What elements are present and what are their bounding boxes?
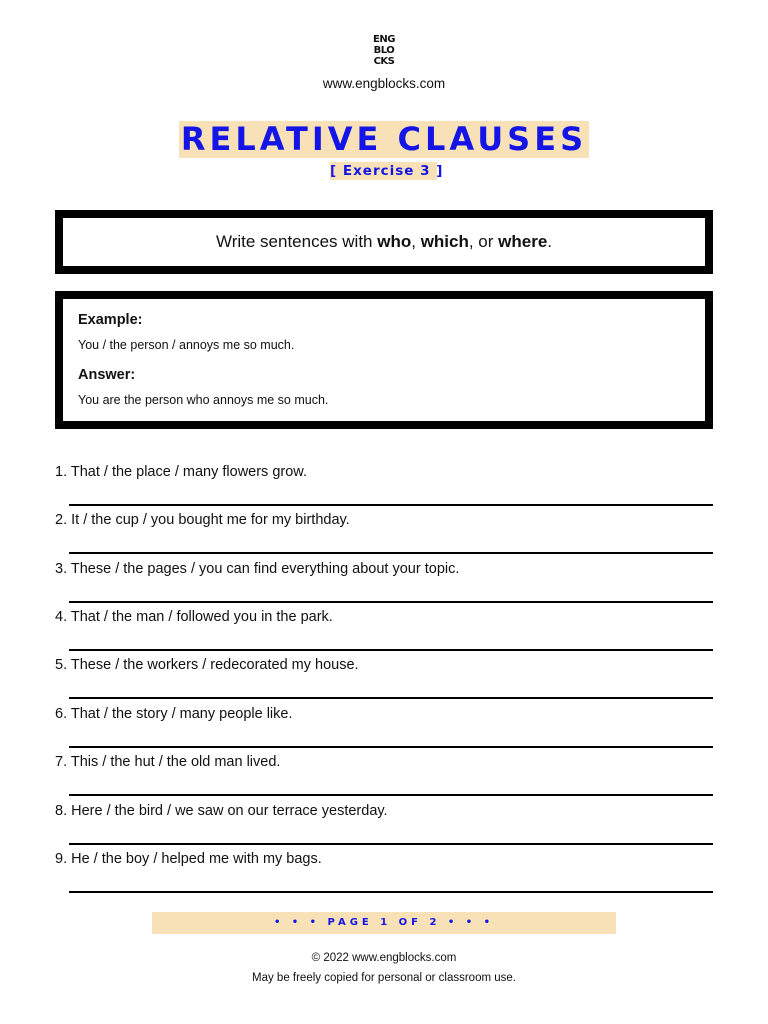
instruction-text [216, 232, 552, 252]
worksheet-title: RELATIVE CLAUSES [180, 120, 588, 158]
instruction-box [55, 210, 713, 274]
example-box [55, 291, 713, 429]
site-url: www.engblocks.com [322, 76, 446, 91]
logo-line: ENG [373, 34, 395, 45]
engblocks-logo [369, 34, 399, 67]
answer-line[interactable] [69, 843, 713, 845]
question-text: 8. Here / the bird / we saw on our terrace yesterday. [55, 803, 388, 819]
instruction-prefix: Write sentences with [215, 232, 378, 251]
instruction-separator: , or [468, 232, 499, 251]
answer-line[interactable] [69, 697, 713, 699]
question-text: 4. That / the man / followed you in the park. [55, 609, 333, 625]
answer-line[interactable] [69, 891, 713, 893]
answer-line[interactable] [69, 504, 713, 506]
answer-line[interactable] [69, 552, 713, 554]
question-text: 9. He / the boy / helped me with my bags. [55, 851, 322, 867]
page-indicator: • • • PAGE 1 OF 2 • • • [152, 912, 616, 934]
keyword-which: which [420, 232, 469, 251]
example-text: You / the person / annoys me so much. [78, 338, 295, 352]
instruction-suffix: . [547, 232, 553, 251]
question-text: 1. That / the place / many flowers grow. [55, 464, 307, 480]
copyright-notice: © 2022 www.engblocks.com [311, 952, 457, 964]
question-text: 5. These / the workers / redecorated my house. [55, 657, 359, 673]
logo-line: BLO [373, 45, 395, 56]
answer-line[interactable] [69, 601, 713, 603]
question-text: 7. This / the hut / the old man lived. [55, 754, 281, 770]
question-text: 2. It / the cup / you bought me for my birthday. [55, 512, 350, 528]
license-notice: May be freely copied for personal or classroom use. [252, 972, 516, 984]
keyword-where: where [498, 232, 548, 251]
answer-line[interactable] [69, 794, 713, 796]
keyword-who: who [377, 232, 412, 251]
logo-line: CKS [373, 56, 395, 67]
question-text: 3. These / the pages / you can find everything about your topic. [55, 561, 460, 577]
instruction-separator: , [411, 232, 421, 251]
answer-line[interactable] [69, 746, 713, 748]
example-label: Example: [78, 312, 143, 328]
exercise-subtitle: [ Exercise 3 ] [330, 163, 444, 179]
question-text: 6. That / the story / many people like. [55, 706, 293, 722]
answer-text: You are the person who annoys me so much. [78, 393, 329, 407]
answer-line[interactable] [69, 649, 713, 651]
answer-label: Answer: [78, 367, 136, 383]
